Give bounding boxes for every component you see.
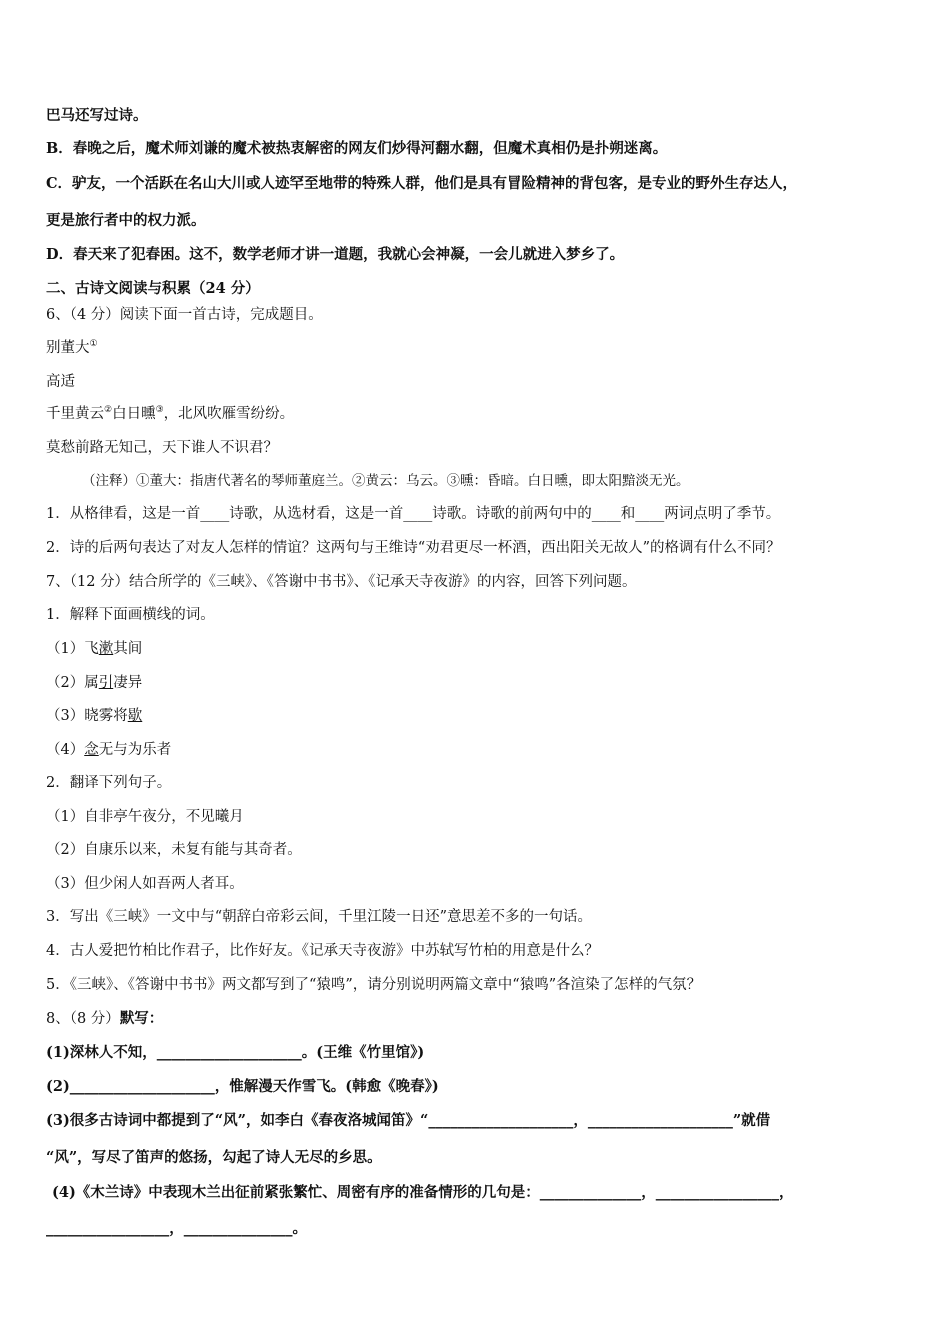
q5-option-c-line2: 更是旅行者中的权力派。 (46, 212, 206, 229)
q7-sub3: 3．写出《三峡》一文中与“朝辞白帝彩云间，千里江陵一日还”意思差不多的一句话。 (46, 909, 593, 925)
q8-line-2: (2)____________________，惟解漫天作雪飞。(韩愈《晚春》) (46, 1078, 439, 1095)
poem-line-1: 千里黄云②白日曛③，北风吹雁雪纷纷。 (46, 405, 295, 422)
poem-line-2: 莫愁前路无知己，天下谁人不识君？ (46, 440, 278, 456)
q5-option-c-line1: C．驴友，一个活跃在名山大川或人迹罕至地带的特殊人群，他们是具有冒险精神的背包客，是专业的野外生存达人， (46, 175, 798, 192)
q7-sub1: 1．解释下面画横线的词。 (46, 607, 215, 623)
q7-translate-3: （3）但少闲人如吾两人者耳。 (46, 876, 244, 892)
q7-word-1: （1）飞漱其间 (46, 641, 143, 657)
q8-line-4b: _________________，_______________。 (46, 1220, 307, 1237)
poem-author: 高适 (46, 374, 75, 390)
q7-translate-2: （2）自康乐以来，未复有能与其奇者。 (46, 842, 302, 858)
q6-stem: 6、（4 分）阅读下面一首古诗，完成题目。 (46, 307, 323, 323)
q8-line-1: (1)深林人不知，____________________。(王维《竹里馆》) (46, 1044, 425, 1061)
q7-word-4: （4）念无与为乐者 (46, 742, 172, 758)
poem-title: 别董大① (46, 339, 98, 356)
q5-option-a-tail: 巴马还写过诗。 (46, 107, 148, 124)
q7-word-3: （3）晓雾将歇 (46, 708, 143, 724)
q8-line-4a: (4)《木兰诗》中表现木兰出征前紧张繁忙、周密有序的准备情形的几句是：______________，_________________， (52, 1184, 794, 1201)
q7-sub2: 2．翻译下列句子。 (46, 775, 172, 791)
q8-line-3b: “风”，写尽了笛声的悠扬，勾起了诗人无尽的乡思。 (46, 1149, 382, 1166)
q5-option-b: B．春晚之后，魔术师刘谦的魔术被热衷解密的网友们炒得河翻水翻，但魔术真相仍是扑朔迷离。 (46, 140, 668, 157)
q7-sub5: 5．《三峡》、《答谢中书书》两文都写到了“猿鸣”，请分别说明两篇文章中“猿鸣”各渲染了怎样的气氛？ (46, 977, 702, 993)
q6-sub1: 1．从格律看，这是一首____诗歌，从选材看，这是一首____诗歌。诗歌的前两句中的____和____两词点明了季节。 (46, 506, 781, 522)
q7-word-2: （2）属引凄异 (46, 675, 143, 691)
q7-sub4: 4．古人爱把竹柏比作君子，比作好友。《记承天寺夜游》中苏轼写竹柏的用意是什么？ (46, 943, 599, 959)
q6-sub2: 2．诗的后两句表达了对友人怎样的情谊？这两句与王维诗“劝君更尽一杯酒，西出阳关无故人”的格调有什么不同？ (46, 540, 781, 556)
q5-option-d: D．春天来了犯春困。这不，数学老师才讲一道题，我就心会神凝，一会儿就进入梦乡了。 (46, 246, 625, 263)
poem-note: （注释）①董大：指唐代著名的琴师董庭兰。②黄云：乌云。③曛：昏暗。白日曛，即太阳黯淡无光。 (82, 473, 690, 489)
q7-stem: 7、（12 分）结合所学的《三峡》、《答谢中书书》、《记承天寺夜游》的内容，回答下列问题。 (46, 574, 637, 590)
q8-line-3a: (3)很多古诗词中都提到了“风”，如李白《春夜洛城闻笛》“____________________，____________________”就借 (46, 1112, 771, 1129)
q8-stem: 8、（8 分）默写： (46, 1010, 164, 1027)
q7-translate-1: （1）自非亭午夜分，不见曦月 (46, 809, 244, 825)
section-2-title: 二、古诗文阅读与积累（24 分） (46, 280, 260, 297)
